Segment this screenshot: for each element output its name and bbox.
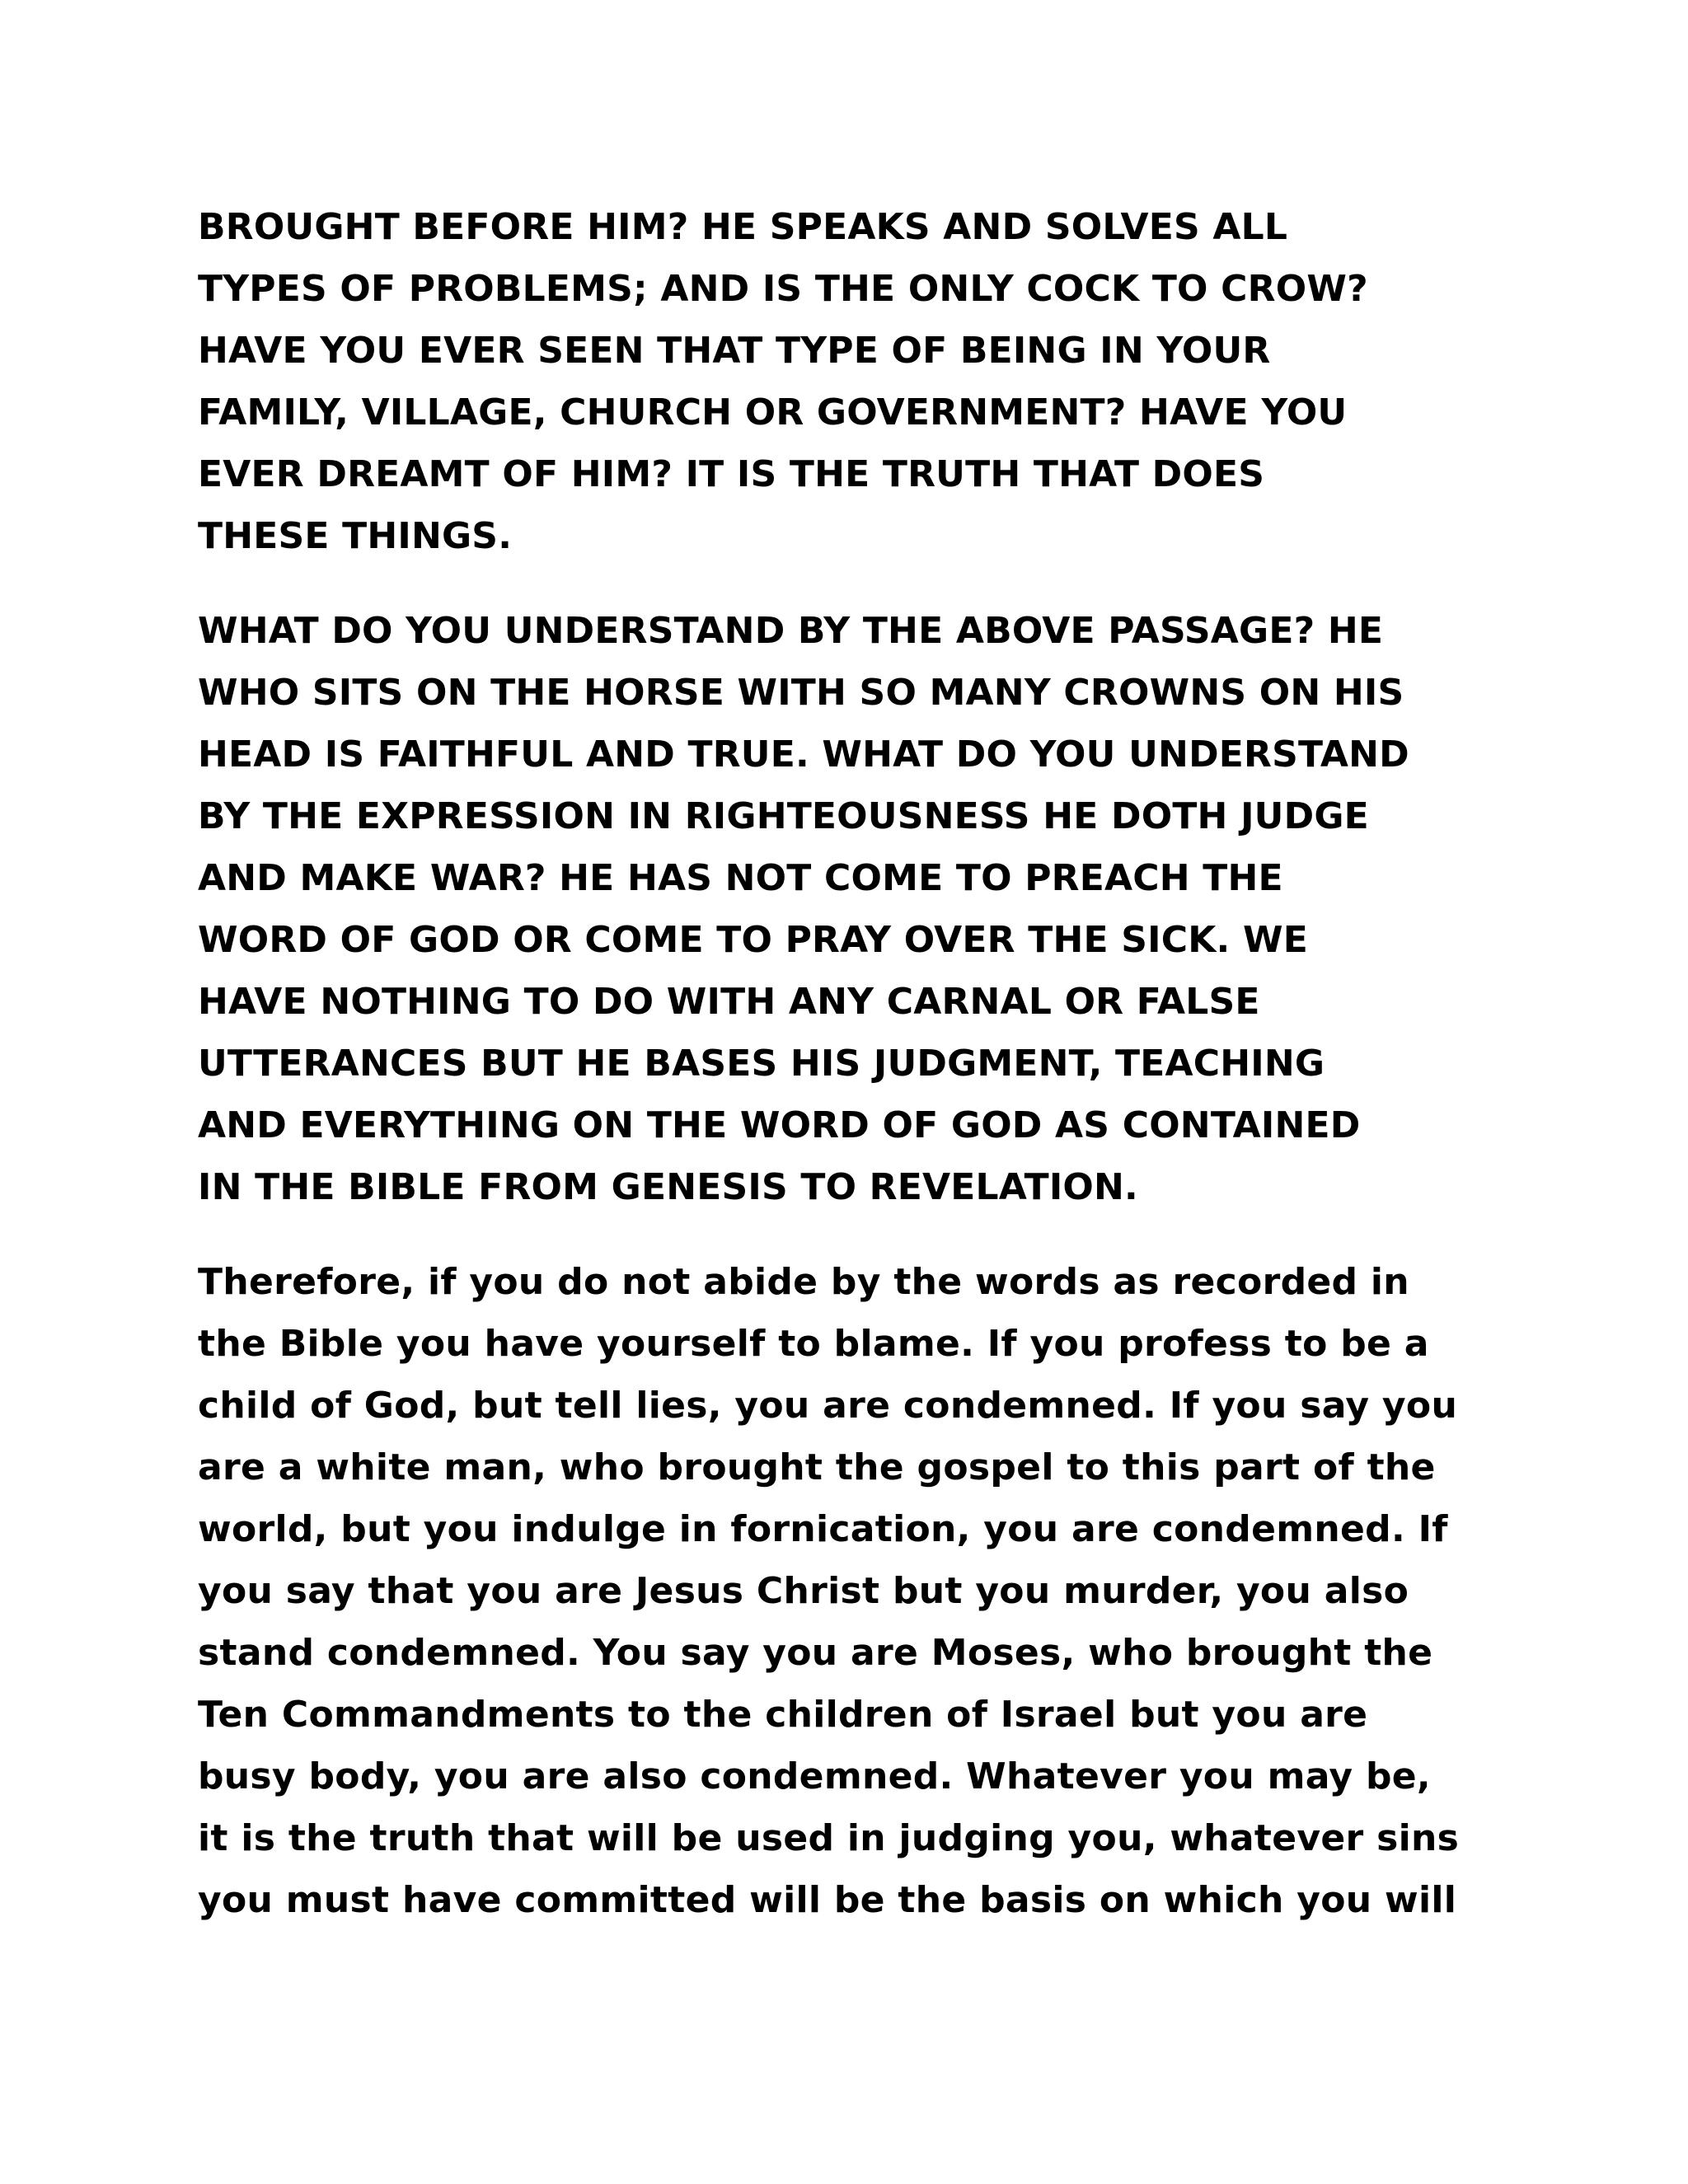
- text-line: Ten Commandments to the children of Israel but you are: [198, 1694, 1368, 1736]
- text-line: FAMILY, VILLAGE, CHURCH OR GOVERNMENT? HAVE YOU: [198, 391, 1348, 434]
- text-line: it is the truth that will be used in judging you, whatever sins: [198, 1817, 1460, 1859]
- text-line: HAVE YOU EVER SEEN THAT TYPE OF BEING IN YOUR: [198, 330, 1271, 372]
- text-line: busy body, you are also condemned. Whatever you may be,: [198, 1755, 1431, 1797]
- paragraph-2: [198, 600, 1500, 1218]
- text-line: you must have committed will be the basis on which you will: [198, 1879, 1457, 1921]
- text-line: AND MAKE WAR? HE HAS NOT COME TO PREACH THE: [198, 857, 1283, 899]
- text-line: child of God, but tell lies, you are condemned. If you say you: [198, 1385, 1458, 1427]
- text-line: BY THE EXPRESSION IN RIGHTEOUSNESS HE DOTH JUDGE: [198, 795, 1369, 837]
- text-line: IN THE BIBLE FROM GENESIS TO REVELATION.: [198, 1166, 1138, 1208]
- text-line: the Bible you have yourself to blame. If you profess to be a: [198, 1323, 1429, 1365]
- text-line: WORD OF GOD OR COME TO PRAY OVER THE SICK. WE: [198, 919, 1308, 961]
- text-line: BROUGHT BEFORE HIM? HE SPEAKS AND SOLVES ALL: [198, 206, 1288, 248]
- text-body: [198, 196, 1500, 1931]
- text-line: HAVE NOTHING TO DO WITH ANY CARNAL OR FALSE: [198, 981, 1260, 1023]
- text-line: AND EVERYTHING ON THE WORD OF GOD AS CONTAINED: [198, 1104, 1361, 1146]
- paragraph-1: [198, 196, 1500, 567]
- text-line: UTTERANCES BUT HE BASES HIS JUDGMENT, TEACHING: [198, 1043, 1325, 1085]
- paragraph-spacer: [198, 567, 1500, 600]
- text-line: WHO SITS ON THE HORSE WITH SO MANY CROWNS ON HIS: [198, 672, 1404, 714]
- text-line: are a white man, who brought the gospel to this part of the: [198, 1446, 1436, 1488]
- paragraph-3: [198, 1251, 1500, 1931]
- paragraph-spacer: [198, 1218, 1500, 1251]
- text-line: Therefore, if you do not abide by the words as recorded in: [198, 1261, 1409, 1303]
- text-line: world, but you indulge in fornication, you are condemned. If: [198, 1508, 1448, 1550]
- text-line: you say that you are Jesus Christ but you murder, you also: [198, 1570, 1409, 1612]
- text-line: THESE THINGS.: [198, 515, 513, 557]
- text-line: stand condemned. You say you are Moses, who brought the: [198, 1632, 1433, 1674]
- text-line: EVER DREAMT OF HIM? IT IS THE TRUTH THAT DOES: [198, 453, 1265, 495]
- text-line: HEAD IS FAITHFUL AND TRUE. WHAT DO YOU UNDERSTAND: [198, 733, 1409, 776]
- text-line: WHAT DO YOU UNDERSTAND BY THE ABOVE PASSAGE? HE: [198, 610, 1384, 652]
- text-line: TYPES OF PROBLEMS; AND IS THE ONLY COCK TO CROW?: [198, 268, 1368, 310]
